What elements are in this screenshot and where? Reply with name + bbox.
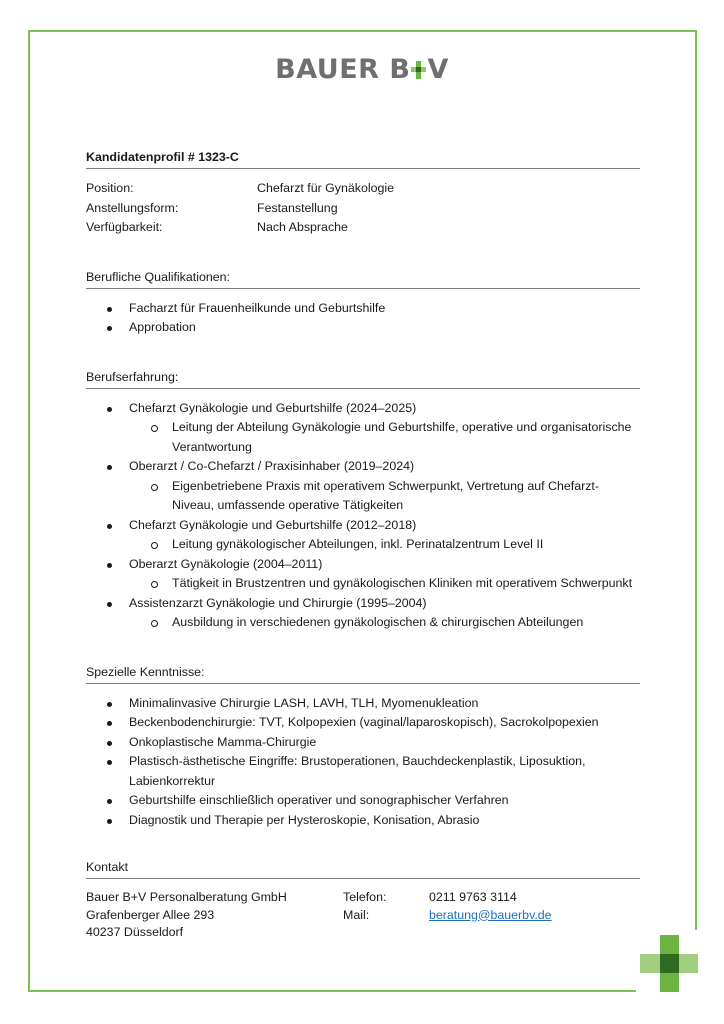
experience-item bbox=[86, 457, 640, 516]
list-item: Beckenbodenchirurgie: TVT, Kolpopexien (vaginal/laparoskopisch), Sacrokolpopexien bbox=[86, 713, 640, 733]
experience-detail: Leitung gynäkologischer Abteilungen, inkl. Perinatalzentrum Level II bbox=[129, 535, 640, 555]
info-row-availability bbox=[86, 218, 640, 238]
contact-block bbox=[86, 889, 640, 942]
experience-item bbox=[86, 399, 640, 458]
contact-values bbox=[429, 889, 552, 942]
experience-role: Assistenzarzt Gynäkologie und Chirurgie (1995–2004) bbox=[129, 595, 427, 610]
logo-text-right: V bbox=[427, 54, 449, 85]
experience-detail: Tätigkeit in Brustzentren und gynäkologischen Kliniken mit operativem Schwerpunkt bbox=[129, 574, 640, 594]
info-row-employment bbox=[86, 199, 640, 219]
mail-label: Mail: bbox=[343, 907, 370, 922]
skills-title: Spezielle Kenntnisse: bbox=[86, 663, 640, 684]
street: Grafenberger Allee 293 bbox=[86, 907, 215, 922]
contact-title: Kontakt bbox=[86, 858, 640, 879]
experience-detail: Eigenbetriebene Praxis mit operativem Schwerpunkt, Vertretung auf Chefarzt-Niveau, umfassende operative Tätigkeiten bbox=[129, 477, 640, 516]
info-value: Nach Absprache bbox=[257, 220, 348, 234]
profile-title: Kandidatenprofil # 1323-C bbox=[86, 148, 640, 169]
info-label: Anstellungsform: bbox=[86, 200, 179, 215]
list-item: Facharzt für Frauenheilkunde und Geburtshilfe bbox=[86, 299, 640, 319]
experience-role: Oberarzt / Co-Chefarzt / Praxisinhaber (2019–2024) bbox=[129, 459, 415, 473]
experience-title: Berufserfahrung: bbox=[86, 368, 640, 389]
info-label: Verfügbarkeit: bbox=[86, 220, 163, 234]
company-name: Bauer B+V Personalberatung GmbH bbox=[86, 890, 287, 904]
experience-role: Chefarzt Gynäkologie und Geburtshilfe (2024–2025) bbox=[129, 400, 417, 415]
info-label: Position: bbox=[86, 181, 134, 195]
experience-role: Chefarzt Gynäkologie und Geburtshilfe (2012–2018) bbox=[129, 517, 417, 532]
experience-role: Oberarzt Gynäkologie (2004–2011) bbox=[129, 556, 323, 571]
list-item: Approbation bbox=[86, 318, 640, 338]
info-row-position bbox=[86, 179, 640, 199]
list-item: Diagnostik und Therapie per Hysteroskopie, Konisation, Abrasio bbox=[86, 811, 640, 831]
contact-labels bbox=[343, 889, 429, 942]
info-value: Chefarzt für Gynäkologie bbox=[257, 181, 395, 195]
list-item: Minimalinvasive Chirurgie LASH, LAVH, TLH, Myomenukleation bbox=[86, 694, 640, 714]
qualifications-list bbox=[86, 299, 640, 338]
skills-list bbox=[86, 694, 640, 831]
list-item: Geburtshilfe einschließlich operativer und sonographischer Verfahren bbox=[86, 791, 640, 811]
city: 40237 Düsseldorf bbox=[86, 925, 184, 939]
qualifications-title: Berufliche Qualifikationen: bbox=[86, 268, 640, 289]
plus-icon bbox=[411, 60, 426, 79]
profile-info bbox=[86, 179, 640, 238]
phone-value: 0211 9763 3114 bbox=[429, 890, 517, 904]
cross-logo-icon bbox=[640, 935, 698, 993]
experience-detail: Leitung der Abteilung Gynäkologie und Geburtshilfe, operative und organisatorische Verantwortung bbox=[129, 418, 640, 457]
profile-content bbox=[86, 148, 640, 942]
list-item: Onkoplastische Mamma-Chirurgie bbox=[86, 733, 640, 753]
experience-list bbox=[86, 399, 640, 633]
experience-detail: Ausbildung in verschiedenen gynäkologischen & chirurgischen Abteilungen bbox=[129, 613, 640, 633]
experience-item bbox=[86, 516, 640, 555]
mail-link[interactable]: beratung@bauerbv.de bbox=[429, 907, 552, 922]
phone-label: Telefon: bbox=[343, 890, 387, 904]
list-item: Plastisch-ästhetische Eingriffe: Brustoperationen, Bauchdeckenplastik, Liposuktion, Labienkorrektur bbox=[86, 752, 640, 791]
experience-item bbox=[86, 555, 640, 594]
contact-address bbox=[86, 889, 343, 942]
company-logo bbox=[0, 56, 724, 83]
experience-item bbox=[86, 594, 640, 633]
logo-text-left: BAUER B bbox=[275, 54, 411, 85]
info-value: Festanstellung bbox=[257, 200, 338, 215]
